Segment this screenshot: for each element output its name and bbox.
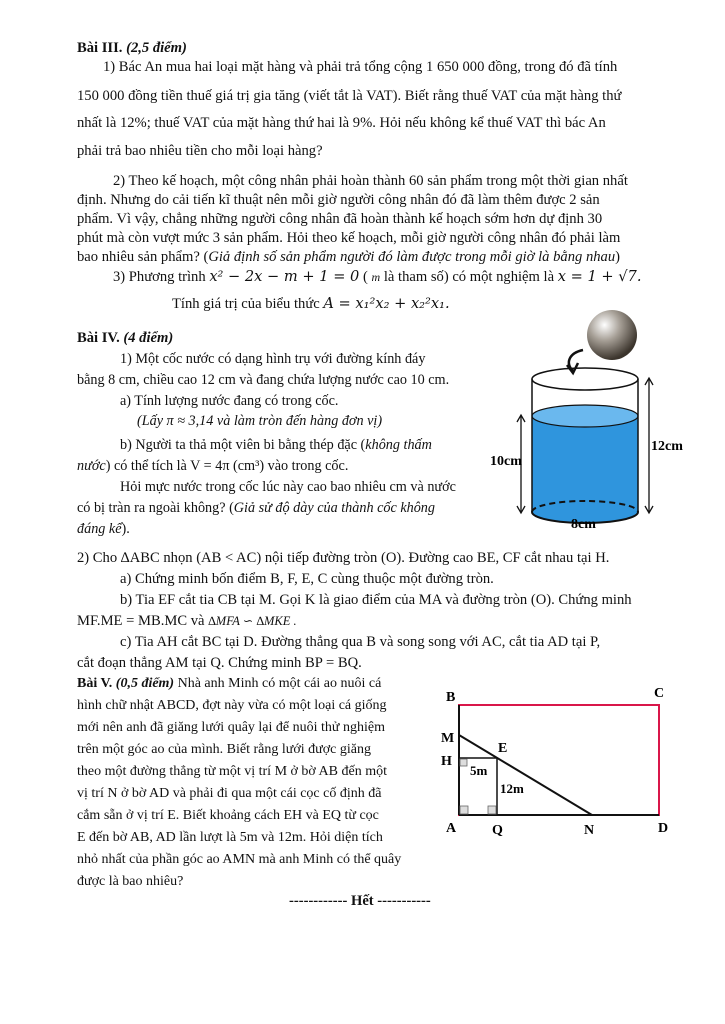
b4-q2b2-a: MF.ME = MB.MC và	[77, 613, 209, 629]
b4-q2b-line2	[77, 612, 297, 630]
b4-q2: 2) Cho ∆ABC nhọn (AB < AC) nội tiếp đường tròn (O). Đường cao BE, CF cắt nhau tại H.	[77, 550, 610, 566]
label-h: H	[441, 754, 452, 769]
b4-q2c-line2: cắt đoạn thẳng AM tại Q. Chứng minh BP = BQ.	[77, 655, 362, 671]
label-5m: 5m	[470, 763, 488, 778]
b4-q2c: c) Tia AH cắt BC tại D. Đường thẳng qua B và song song với AC, cắt tia AD tại P,	[120, 634, 601, 650]
b4-q1b-5i: đáng kể	[77, 521, 122, 537]
b3-p3	[113, 268, 641, 286]
b3-p2-last-c: )	[615, 249, 621, 265]
label-d: D	[658, 821, 669, 836]
label-diameter: 8cm	[571, 517, 596, 532]
b4-q1-note: (Lấy π ≈ 3,14 và làm tròn đến hàng đơn vị)	[137, 413, 383, 429]
water-surface	[532, 405, 638, 427]
b4-q1b-line2	[77, 457, 348, 475]
b4-q2a: a) Chứng minh bốn điểm B, F, E, C cùng thuộc một đường tròn.	[120, 571, 494, 587]
b3-p2-line: 2) Theo kế hoạch, một công nhân phải hoàn thành 60 sản phẩm trong một thời gian nhất	[113, 173, 628, 189]
label-q: Q	[492, 823, 503, 838]
b3-p3-c: là tham số) có một nghiệm là	[380, 269, 558, 285]
label-m: M	[441, 731, 455, 746]
b5-line: mới nên anh đã giăng lưới quây lại để nuôi thử nghiệm	[77, 720, 385, 735]
b4-q2b2-b: ∆MFA ∽ ∆MKE .	[208, 614, 297, 628]
cup-figure	[485, 305, 700, 535]
b4-q1-line: bằng 8 cm, chiều cao 12 cm và đang chứa lượng nước cao 10 cm.	[77, 372, 450, 388]
b4-q1b-a: b) Người ta thả một viên bi bằng thép đặc (	[120, 437, 366, 453]
b3-p3-m: m	[371, 270, 381, 284]
b5-title: Bài V.	[77, 676, 113, 691]
label-water-height: 10cm	[490, 454, 522, 469]
b5-line: hình chữ nhật ABCD, đợt này vừa có một loại cá giống	[77, 698, 387, 713]
b5-line: cắm sẵn ở vị trí E. Biết khoảng cách EH và EQ từ cọc	[77, 808, 379, 823]
label-c: C	[654, 686, 665, 701]
label-b: B	[446, 690, 456, 705]
b3-title: Bài III.	[77, 40, 123, 56]
b3-p1-line: nhất là 12%; thuế VAT của mặt hàng thứ hai là 9%. Hỏi nếu không kể thuế VAT thì bác An	[77, 115, 606, 131]
b3-p1-line: 150 000 đồng tiền thuế giá trị gia tăng (viết tắt là VAT). Biết rằng thuế VAT của mặt hàng thứ	[77, 88, 622, 104]
b3-p3-line2	[172, 295, 450, 313]
b4-q1b-line1	[120, 436, 432, 454]
b3-p3-expr: A = x₁²x₂ + x₂²x₁.	[323, 295, 450, 312]
b4-q1b-line3: Hỏi mực nước trong cốc lúc này cao bao nhiêu cm và nước	[120, 479, 456, 495]
b3-p3-b: (	[359, 269, 372, 285]
label-12m: 12m	[500, 781, 524, 796]
label-n: N	[584, 823, 595, 838]
cup-rim	[532, 368, 638, 390]
b3-p2-last	[77, 248, 620, 266]
b4-q1b-4i: Giả sử độ dày của thành cốc không	[233, 500, 435, 516]
b3-p1-line: phải trả bao nhiêu tiền cho mỗi loại hàng?	[77, 143, 323, 159]
right-angle-icon	[488, 806, 496, 814]
b4-q1b-4a: có bị tràn ra ngoài không? (	[77, 500, 234, 516]
b3-p3-d: Tính giá trị của biểu thức	[172, 296, 324, 312]
b3-p2-line: phút mà còn vượt mức 3 sản phẩm. Hỏi theo kế hoạch, mỗi giờ người công nhân đó phải làm	[77, 230, 621, 246]
b3-points: (2,5 điểm)	[126, 40, 187, 56]
label-a: A	[446, 821, 457, 836]
b5-line: trên một góc ao của mình. Biết rằng lưới được giăng	[77, 742, 371, 757]
b4-q1b-2a: nước	[77, 458, 106, 474]
b4-q1b-line5	[77, 520, 130, 538]
b5-line: vị trí N ở bờ AD và phải đi qua một cái cọc cố định đã	[77, 786, 382, 801]
b4-heading	[77, 329, 173, 347]
pond-rectangle	[459, 705, 659, 815]
right-angle-icon	[460, 806, 468, 814]
b5-line: nhỏ nhất của phần góc ao AMN mà anh Minh có thể quây	[77, 852, 402, 867]
b3-p2-last-a: bao nhiêu sản phẩm? (	[77, 249, 209, 265]
b3-p3-a: 3) Phương trình	[113, 269, 210, 285]
right-angle-icon	[460, 759, 467, 766]
b3-p1-line: 1) Bác An mua hai loại mặt hàng và phải trả tổng cộng 1 650 000 đồng, trong đó đã tính	[103, 59, 618, 75]
b4-q1b-i: không thấm	[365, 437, 432, 453]
b4-q1b-2b: ) có thể tích là V = 4π (cm³) vào trong cốc.	[105, 458, 349, 474]
b4-q1b-line4	[77, 499, 435, 517]
water-body	[532, 416, 638, 523]
b5-line1	[77, 675, 381, 693]
pond-figure	[436, 680, 681, 842]
b3-heading	[77, 39, 187, 57]
label-e: E	[498, 741, 508, 756]
b4-q1b-5b: ).	[121, 521, 130, 537]
footer-end: ------------ Hết -----------	[289, 893, 431, 909]
steel-ball-icon	[587, 310, 637, 360]
b4-q2b: b) Tia EF cắt tia CB tại M. Gọi K là giao điểm của MA và đường tròn (O). Chứng minh	[120, 592, 632, 608]
b5-line: được là bao nhiêu?	[77, 874, 184, 889]
label-cup-height: 12cm	[651, 439, 683, 454]
b3-p2-line: phẩm. Vì vậy, chẳng những người công nhân đã hoàn thành kế hoạch sớm hơn dự định 30	[77, 211, 603, 227]
b4-q1-line: a) Tính lượng nước đang có trong cốc.	[120, 393, 339, 409]
b5-points: (0,5 điểm)	[115, 676, 175, 691]
b3-p2-line: định. Nhưng do cải tiến kĩ thuật nên mỗi giờ người công nhân đó đã làm thêm được 2 sản	[77, 192, 600, 208]
b3-p2-last-b: Giả định số sản phẩm người đó làm được trong mỗi giờ là bằng nhau	[208, 249, 616, 265]
b5-line: E đến bờ AB, AD lần lượt là 5m và 12m. Hỏi diện tích	[77, 830, 383, 845]
b4-title: Bài IV.	[77, 330, 120, 346]
b5-text: Nhà anh Minh có một cái ao nuôi cá	[174, 676, 382, 691]
b3-p3-eq: x² − 2x − m + 1 = 0	[209, 268, 360, 285]
b4-q1-line: 1) Một cốc nước có dạng hình trụ với đường kính đáy	[120, 351, 426, 367]
b4-points: (4 điểm)	[123, 330, 174, 346]
b3-p3-root: x = 1 + √7.	[557, 268, 642, 285]
b5-line: theo một đường thẳng từ một vị trí M ở bờ AB đến một	[77, 764, 387, 779]
